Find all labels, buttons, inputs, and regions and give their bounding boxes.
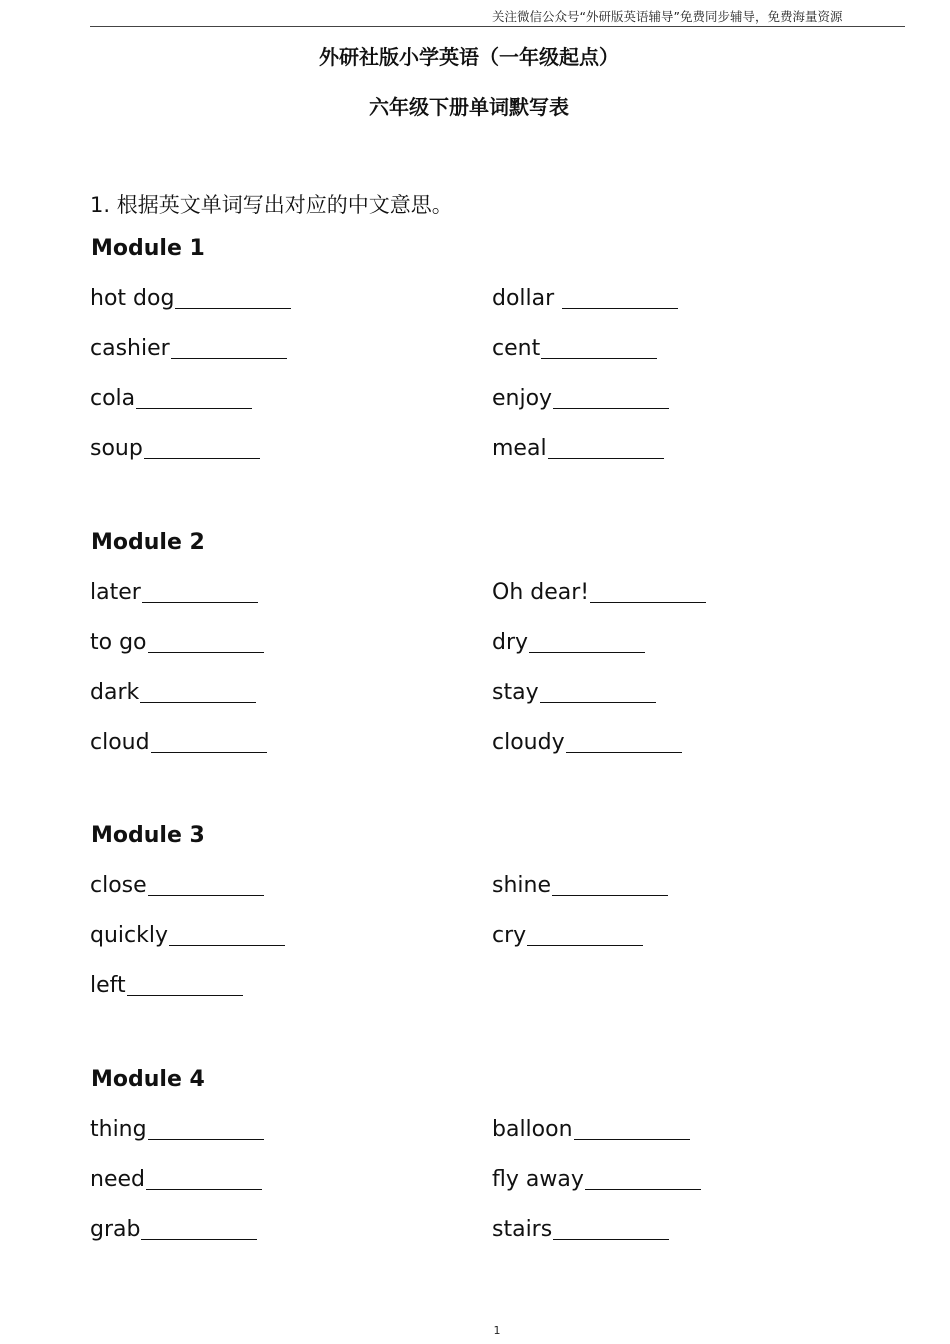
- word-text: dollar: [492, 286, 562, 311]
- answer-blank: [574, 1138, 690, 1140]
- answer-blank: [585, 1188, 701, 1190]
- word-item: [492, 1217, 669, 1242]
- module-4-heading: Module 4: [91, 1067, 205, 1092]
- word-text: cry: [492, 923, 527, 948]
- word-item: [90, 923, 285, 948]
- answer-blank: [590, 601, 706, 603]
- word-text: Oh dear!: [492, 580, 590, 605]
- word-item: [90, 680, 256, 705]
- answer-blank: [146, 1188, 262, 1190]
- word-text: quickly: [90, 923, 168, 948]
- word-item: [492, 1117, 690, 1142]
- answer-blank: [136, 407, 252, 409]
- instruction: 1. 根据英文单词写出对应的中文意思。: [90, 193, 453, 217]
- answer-blank: [151, 751, 267, 753]
- word-text: close: [90, 873, 147, 898]
- word-text: enjoy: [492, 386, 553, 411]
- page-number: 1: [493, 1324, 501, 1337]
- answer-blank: [175, 307, 291, 309]
- answer-blank: [527, 944, 643, 946]
- answer-blank: [142, 601, 258, 603]
- module-2-heading: Module 2: [91, 530, 205, 555]
- word-item: [492, 873, 668, 898]
- word-text: cashier: [90, 336, 170, 361]
- word-item: [90, 580, 258, 605]
- answer-blank: [553, 1238, 669, 1240]
- answer-blank: [566, 751, 682, 753]
- word-item: [90, 730, 267, 755]
- answer-blank: [144, 457, 260, 459]
- word-item: [492, 286, 678, 311]
- answer-blank: [541, 357, 657, 359]
- word-item: [492, 336, 657, 361]
- header-rule: [90, 26, 905, 27]
- answer-blank: [140, 701, 256, 703]
- word-item: [492, 730, 682, 755]
- word-item: [90, 973, 243, 998]
- word-text: thing: [90, 1117, 147, 1142]
- word-item: [90, 1217, 257, 1242]
- word-text: dark: [90, 680, 140, 705]
- word-text: stay: [492, 680, 539, 705]
- word-text: need: [90, 1167, 145, 1192]
- word-item: [90, 436, 260, 461]
- word-text: cloudy: [492, 730, 565, 755]
- word-item: [492, 580, 706, 605]
- word-item: [492, 386, 669, 411]
- word-item: [90, 630, 264, 655]
- word-text: left: [90, 973, 126, 998]
- word-text: cloud: [90, 730, 150, 755]
- answer-blank: [553, 407, 669, 409]
- word-item: [90, 1117, 264, 1142]
- answer-blank: [540, 701, 656, 703]
- answer-blank: [529, 651, 645, 653]
- answer-blank: [552, 894, 668, 896]
- module-1-heading: Module 1: [91, 236, 205, 261]
- word-item: [90, 386, 252, 411]
- module-3-heading: Module 3: [91, 823, 205, 848]
- page-subtitle: 六年级下册单词默写表: [369, 95, 569, 119]
- answer-blank: [169, 944, 285, 946]
- answer-blank: [171, 357, 287, 359]
- answer-blank: [148, 651, 264, 653]
- word-item: [492, 1167, 701, 1192]
- answer-blank: [562, 307, 678, 309]
- word-item: [90, 873, 264, 898]
- word-text: stairs: [492, 1217, 553, 1242]
- header-note: 关注微信公众号“外研版英语辅导”免费同步辅导，免费海量资源: [492, 9, 843, 24]
- word-text: meal: [492, 436, 547, 461]
- word-text: to go: [90, 630, 147, 655]
- word-text: shine: [492, 873, 551, 898]
- word-item: [492, 680, 656, 705]
- word-item: [492, 436, 664, 461]
- word-text: dry: [492, 630, 529, 655]
- word-item: [90, 1167, 262, 1192]
- word-text: cent: [492, 336, 541, 361]
- word-text: fly away: [492, 1167, 584, 1192]
- answer-blank: [148, 1138, 264, 1140]
- answer-blank: [548, 457, 664, 459]
- page-title: 外研社版小学英语（一年级起点）: [319, 45, 619, 69]
- word-item: [492, 923, 643, 948]
- answer-blank: [141, 1238, 257, 1240]
- answer-blank: [127, 994, 243, 996]
- answer-blank: [148, 894, 264, 896]
- word-text: hot dog: [90, 286, 175, 311]
- word-item: [90, 336, 287, 361]
- word-text: cola: [90, 386, 136, 411]
- word-text: balloon: [492, 1117, 573, 1142]
- word-text: later: [90, 580, 141, 605]
- word-text: soup: [90, 436, 143, 461]
- word-item: [90, 286, 291, 311]
- word-text: grab: [90, 1217, 141, 1242]
- word-item: [492, 630, 645, 655]
